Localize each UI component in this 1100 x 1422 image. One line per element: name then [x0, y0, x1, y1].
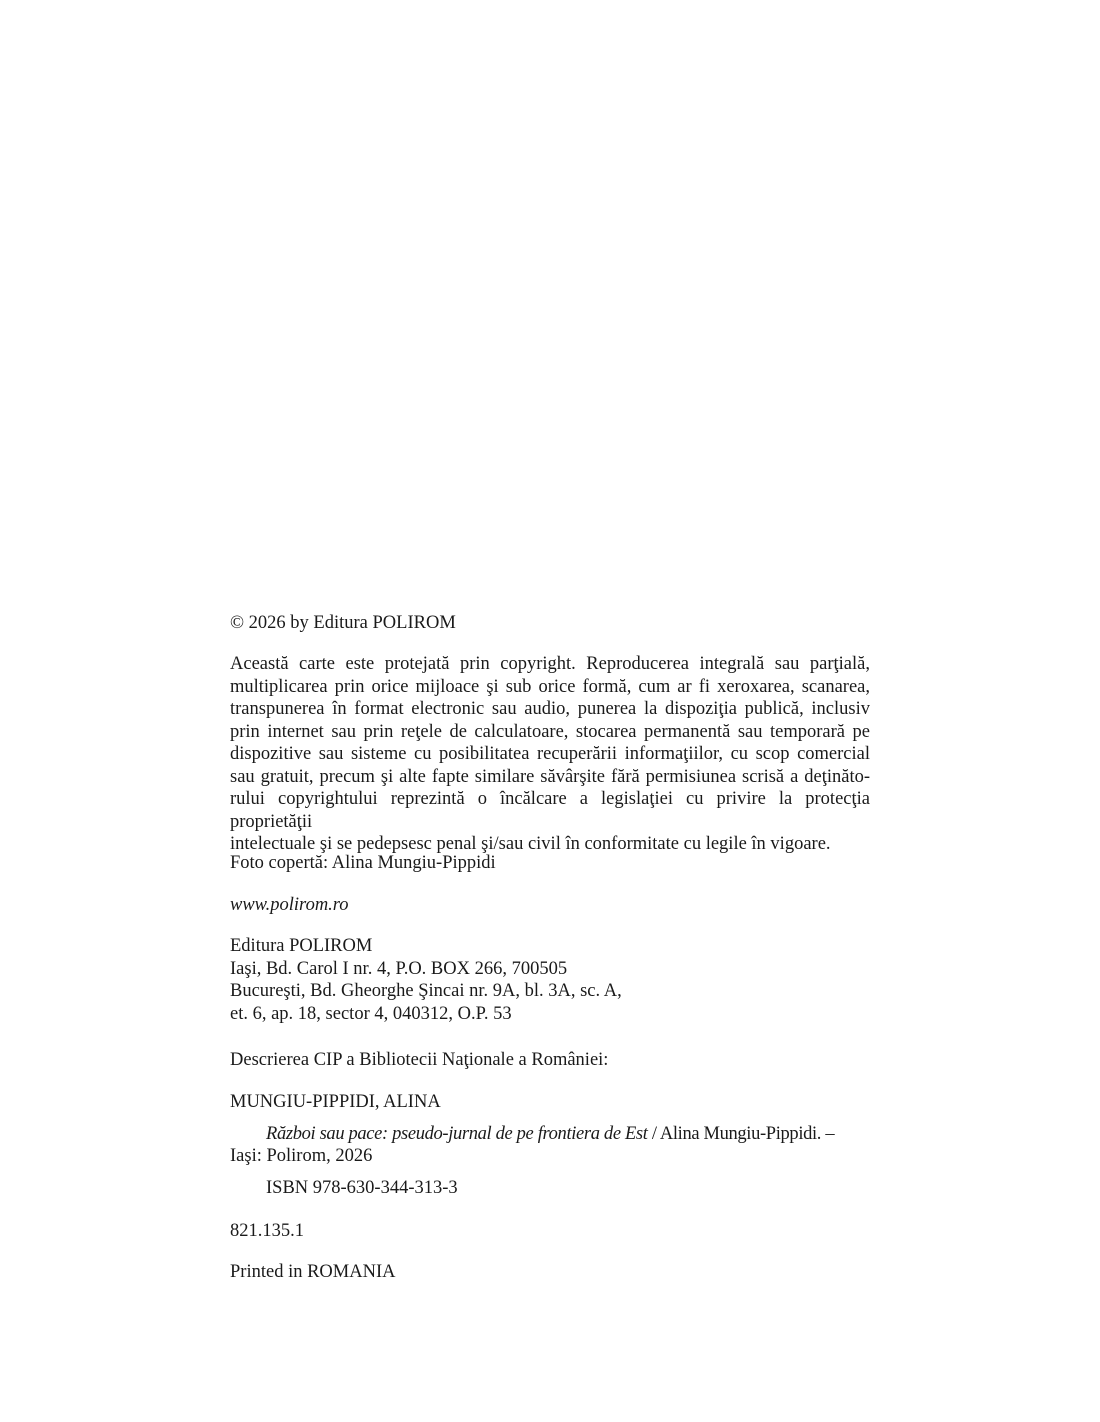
copyright-line — [230, 612, 870, 635]
notice-line: intelectuale şi se pedepsesc penal şi/sau civil în conformitate cu legile în vigoare. — [230, 834, 831, 854]
cip-isbn: ISBN 978-630-344-313-3 — [266, 1177, 458, 1198]
copyright-notice — [230, 653, 870, 856]
website-link[interactable]: www.polirom.ro — [230, 895, 349, 915]
cip-title: Război sau pace: pseudo-jurnal de pe frontiera de Est — [266, 1123, 648, 1144]
cip-author: MUNGIU-PIPPIDI, ALINA — [230, 1092, 441, 1112]
publisher-address-line: et. 6, ap. 18, sector 4, 040312, O.P. 53 — [230, 1003, 512, 1024]
notice-line: sau gratuit, precum şi alte fapte similare săvârşite fără permisiunea scrisă a deţinăto- — [230, 766, 870, 787]
cip-responsibility: / Alina Mungiu-Pippidi. – — [647, 1123, 835, 1144]
publisher-name: Editura POLIROM — [230, 936, 373, 956]
notice-line: Această carte este protejată prin copyright. Reproducerea integrală sau parţială, — [230, 654, 870, 674]
website — [230, 894, 870, 917]
copyright-text: © 2026 by Editura POLIROM — [230, 613, 456, 633]
notice-line: dispozitive sau sisteme cu posibilitatea recuperării informaţiilor, cu scop comercial — [230, 744, 870, 764]
notice-line: transpunerea în format electronic sau audio, punerea la dispoziţia publică, inclusiv — [230, 699, 870, 719]
notice-line: multiplicarea prin orice mijloace şi sub orice formă, cum ar fi xeroxarea, scanarea, — [230, 676, 870, 697]
cip-imprint: Iaşi: Polirom, 2026 — [230, 1146, 373, 1166]
publisher-info — [230, 935, 870, 1025]
printed-in-text: Printed in ROMANIA — [230, 1262, 396, 1282]
printed-in — [230, 1261, 870, 1284]
notice-line: prin internet sau prin reţele de calculatoare, stocarea permanentă sau temporară pe — [230, 721, 870, 742]
cip-heading — [230, 1049, 870, 1072]
cip-record — [230, 1091, 870, 1199]
notice-line: rului copyrightului reprezintă o încălcare a legislaţiei cu privire la protecţia proprietăţii — [230, 789, 870, 832]
classification — [230, 1220, 870, 1243]
cip-heading-text: Descrierea CIP a Bibliotecii Naţionale a României: — [230, 1050, 609, 1070]
photo-credit — [230, 852, 870, 875]
cip-title-line — [230, 1123, 870, 1146]
publisher-address-line: Iaşi, Bd. Carol I nr. 4, P.O. BOX 266, 700505 — [230, 958, 568, 979]
publisher-address-line: Bucureşti, Bd. Gheorghe Şincai nr. 9A, bl. 3A, sc. A, — [230, 981, 622, 1001]
classification-text: 821.135.1 — [230, 1221, 304, 1241]
photo-credit-text: Foto copertă: Alina Mungiu-Pippidi — [230, 853, 496, 873]
